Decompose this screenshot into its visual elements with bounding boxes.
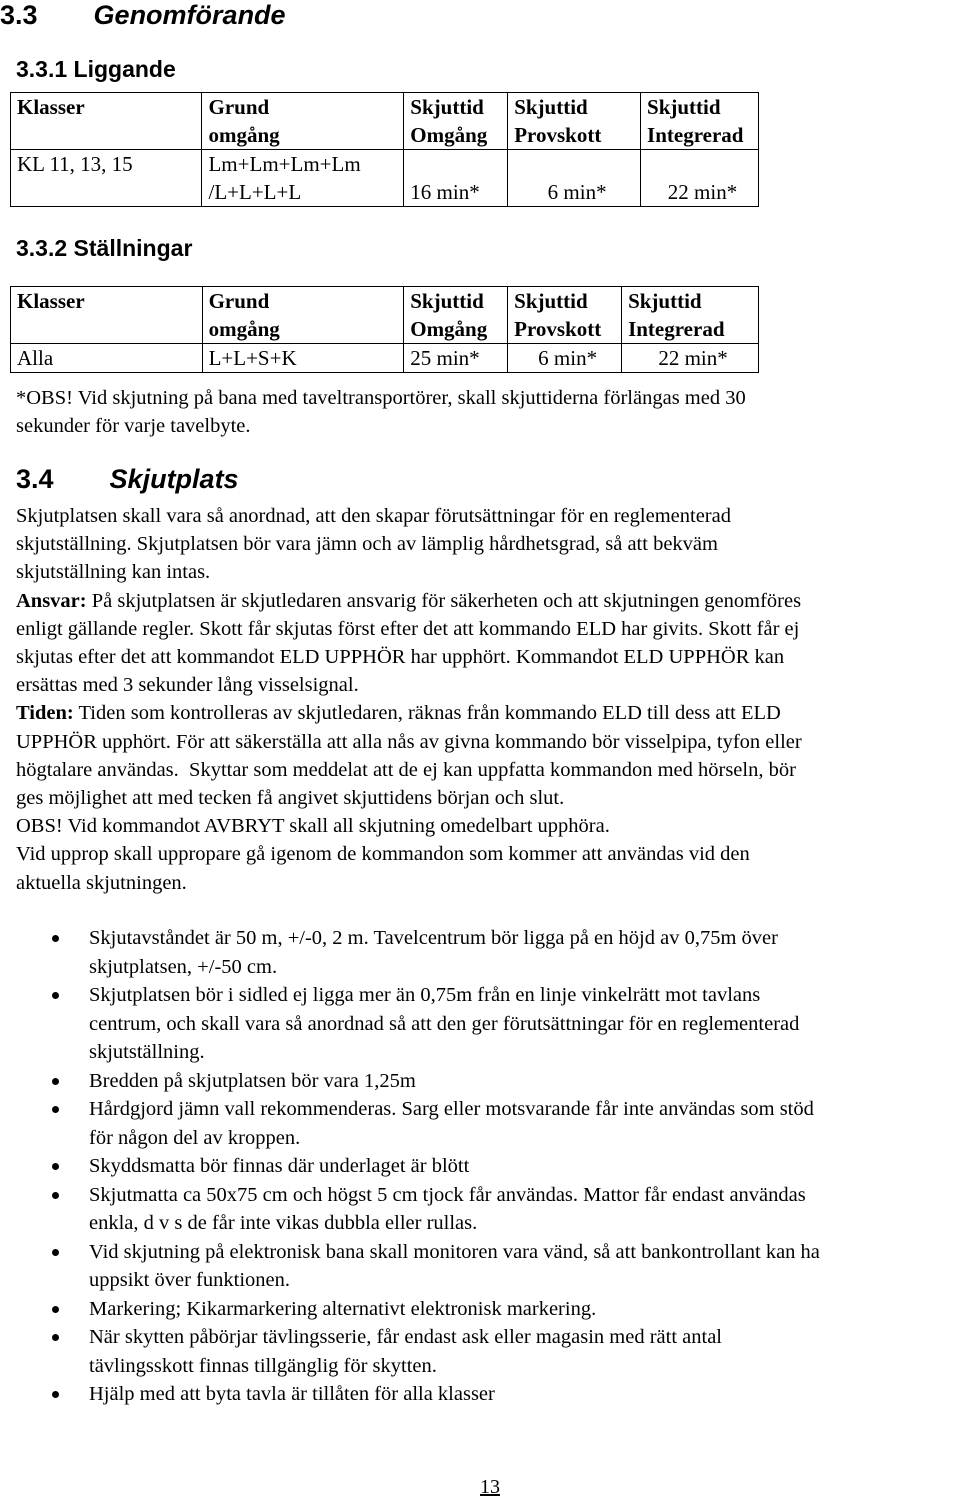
header-klasser: Klasser [11, 93, 202, 150]
header-klasser: Klasser [11, 287, 203, 344]
bullet-icon [52, 1306, 59, 1313]
tiden-paragraph: Tiden: Tiden som kontrolleras av skjutledaren, räknas från kommando ELD till dess att ELD [16, 702, 781, 725]
header-skjuttid-provskott: Skjuttid Provskott [508, 93, 641, 150]
table-header-row [11, 287, 759, 344]
list-item: Skjutplatsen bör i sidled ej ligga mer än 0,75m från en linje vinkelrätt mot tavlans centrum, och skall vara så anordnad så att den ger förutsättningar för en reglementerad skjutställning. [0, 981, 960, 1067]
header-skjuttid-integrerad: Skjuttid Integrerad [622, 287, 759, 344]
section-number: 3.4 [16, 464, 54, 494]
cell-provskott: 6 min* [508, 344, 622, 373]
table-row [11, 344, 759, 373]
section-number: 3.3 [0, 0, 38, 30]
header-skjuttid-omgang: Skjuttid Omgång [404, 93, 508, 150]
cell-klass: Alla [11, 344, 203, 373]
obs-note: *OBS! Vid skjutning på bana med taveltransportörer, skall skjuttiderna förlängas med 30 sekunder för varje tavelbyte. [16, 387, 746, 438]
section-title: Genomförande [93, 0, 286, 30]
ansvar-label: Ansvar: [16, 589, 87, 612]
requirements-list [0, 924, 960, 1409]
cell-provskott: 6 min* [508, 150, 641, 207]
list-item: Bredden på skjutplatsen bör vara 1,25m [0, 1067, 960, 1096]
page-number: 13 [480, 1476, 500, 1498]
subsection-heading-3-3-1: 3.3.1 Liggande [16, 56, 176, 82]
obs-avbryt: OBS! Vid kommandot AVBRYT skall all skjutning omedelbart upphöra. [16, 815, 610, 838]
header-grund: Grund omgång [202, 287, 404, 344]
bullet-icon [52, 1192, 59, 1199]
table-header-row [11, 93, 759, 150]
header-skjuttid-integrerad: Skjuttid Integrerad [641, 93, 759, 150]
tiden-label: Tiden: [16, 702, 74, 725]
table-stallningar [10, 286, 759, 373]
bullet-icon [52, 1334, 59, 1341]
header-grund: Grund omgång [202, 93, 404, 150]
header-skjuttid-omgang: Skjuttid Omgång [404, 287, 508, 344]
list-item: Hjälp med att byta tavla är tillåten för alla klasser [0, 1380, 960, 1409]
section-heading-3-4 [16, 464, 239, 495]
list-item: Skyddsmatta bör finnas där underlaget är blött [0, 1152, 960, 1181]
bullet-icon [52, 1078, 59, 1085]
cell-integrerad: 22 min* [622, 344, 759, 373]
cell-omgang: 16 min* [404, 150, 508, 207]
table-liggande [10, 92, 759, 207]
list-item: Markering; Kikarmarkering alternativt elektronisk markering. [0, 1295, 960, 1324]
header-skjuttid-provskott: Skjuttid Provskott [508, 287, 622, 344]
list-item: Skjutavståndet är 50 m, +/-0, 2 m. Tavelcentrum bör ligga på en höjd av 0,75m över skjutplatsen, +/-50 cm. [0, 924, 960, 981]
section-title: Skjutplats [109, 464, 239, 494]
bullet-icon [52, 1163, 59, 1170]
list-item: Skjutmatta ca 50x75 cm och högst 5 cm tjock får användas. Mattor får endast användas enkla, d v s de får inte vikas dubbla eller rullas. [0, 1181, 960, 1238]
body-text: Skjutplatsen skall vara så anordnad, att den skapar förutsättningar för en reglementerad skjutställning. Skjutplatsen bör vara jämn och av lämplig hårdhetsgrad, så att bekväm skjutställning kan intas. Ansvar: På skjutplatsen är skjutledaren ansvarig för säkerheten och att skjutningen genomföres enligt gällande regler. Skott får skjutas först efter det att kommando ELD har givits. Skott får ej skjutas efter det att kommandot ELD UPPHÖR har upphört. Kommandot ELD UPPHÖR kan ersättas med 3 sekunder lång visselsignal. Tiden: Tiden som kontrolleras av skjutledaren, räknas från kommando ELD till dess att ELD UPPHÖR upphört. För att säkerställa att alla nås av givna kommando bör visselpipa, tyfon eller högtalare användas. Skyttar som meddelat att de ej kan uppfatta kommandon med hörseln, bör ges möjlighet att med tecken få angivet skjuttidens början och slut. OBS! Vid kommandot AVBRYT skall all skjutning omedelbart upphöra. Vid upprop skall uppropare gå igenom de kommandon som kommer att användas vid den aktuella skjutningen. [16, 502, 956, 897]
bullet-icon [52, 992, 59, 999]
cell-integrerad: 22 min* [641, 150, 759, 207]
list-item: När skytten påbörjar tävlingsserie, får endast ask eller magasin med rätt antal tävlingsskott finnas tillgänglig för skytten. [0, 1323, 960, 1380]
cell-klass: KL 11, 13, 15 [11, 150, 202, 207]
bullet-icon [52, 1391, 59, 1398]
cell-grund: Lm+Lm+Lm+Lm /L+L+L+L [202, 150, 404, 207]
cell-omgang: 25 min* [404, 344, 508, 373]
cell-grund: L+L+S+K [202, 344, 404, 373]
bullet-icon [52, 1249, 59, 1256]
subsection-heading-3-3-2: 3.3.2 Ställningar [16, 235, 193, 261]
list-item: Vid skjutning på elektronisk bana skall monitoren vara vänd, så att bankontrollant kan ha uppsikt över funktionen. [0, 1238, 960, 1295]
section-heading-3-3 [0, 0, 286, 31]
ansvar-paragraph: Ansvar: På skjutplatsen är skjutledaren ansvarig för säkerheten och att skjutningen genomföres [16, 589, 802, 612]
list-item: Hårdgjord jämn vall rekommenderas. Sarg eller motsvarande får inte användas som stöd för någon del av kroppen. [0, 1095, 960, 1152]
bullet-icon [52, 935, 59, 942]
table-row [11, 150, 759, 207]
bullet-icon [52, 1106, 59, 1113]
